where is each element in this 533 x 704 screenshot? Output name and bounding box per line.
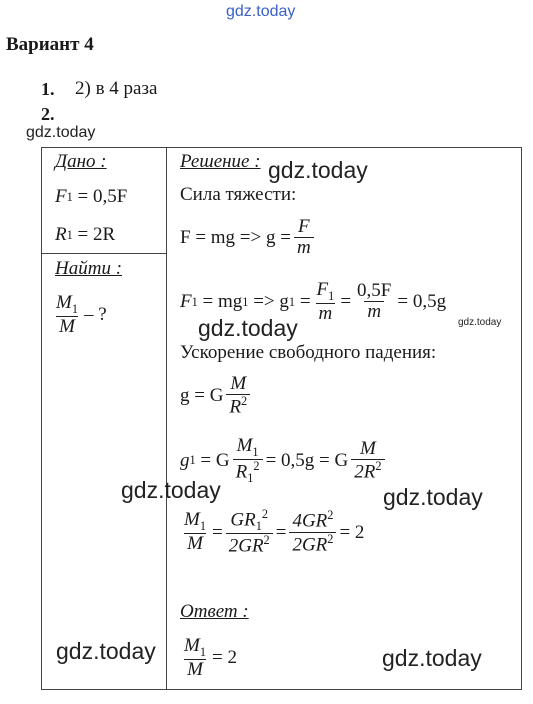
gravity-label: Сила тяжести: [180,184,297,205]
watermark-top: gdz.today [226,3,296,20]
formula-g1-ratio: g 1 = G $\frac{M_1}{R_1^2}$ = 0,5g = G $\frac{M}{2R^2}$ [180,436,388,485]
variant-heading: Вариант 4 [6,34,94,55]
formula-gravity: F = mg => g = $\frac{F}{m}$ [180,217,317,259]
formula-g1: F 1 = mg 1 => g 1 = $\frac{F_1}{m}$ = $\frac{0,5F}{m}$ = 0,5g [180,279,447,324]
watermark-bottom-right: gdz.today [382,645,482,671]
watermark-lower-left: gdz.today [121,477,221,503]
table-right-border [521,147,522,689]
watermark-small-left: gdz.today [26,124,96,141]
watermark-mid: gdz.today [198,315,298,341]
formula-g: g = G $\frac{M}{R^2}$ [180,374,253,418]
watermark-lower-right: gdz.today [383,484,483,510]
table-column-divider [166,147,167,689]
watermark-tiny: gdz.today [458,317,502,328]
given-radius: R 1 = 2R [55,224,116,245]
given-find-divider [41,253,166,254]
given-force: F 1 = 0,5F [55,186,128,207]
item-2-number: 2. [41,104,55,124]
acceleration-label: Ускорение свободного падения: [180,342,437,363]
find-ratio: $\frac{M_1}{M}$ – ? [56,292,107,337]
item-1-answer: 2) в 4 раза [75,78,158,99]
table-top-border [41,147,522,148]
otvet-label: Ответ : [180,601,249,622]
item-1-number: 1. [41,79,55,99]
reshenie-label: Решение : [180,151,261,172]
dano-label: Дано : [55,151,107,172]
formula-answer: $\frac{M_1}{M}$ = 2 [184,635,237,680]
table-bottom-border [41,689,522,690]
watermark-bottom-left: gdz.today [56,638,156,664]
formula-mass-ratio: $\frac{M_1}{M}$ = $\frac{GR_1^2}{2GR^2}$ = $\frac{4GR^2}{2GR^2}$ = 2 [184,507,365,557]
watermark-reshenie: gdz.today [268,157,368,183]
table-left-border [41,147,42,689]
naiti-label: Найти : [55,258,123,279]
